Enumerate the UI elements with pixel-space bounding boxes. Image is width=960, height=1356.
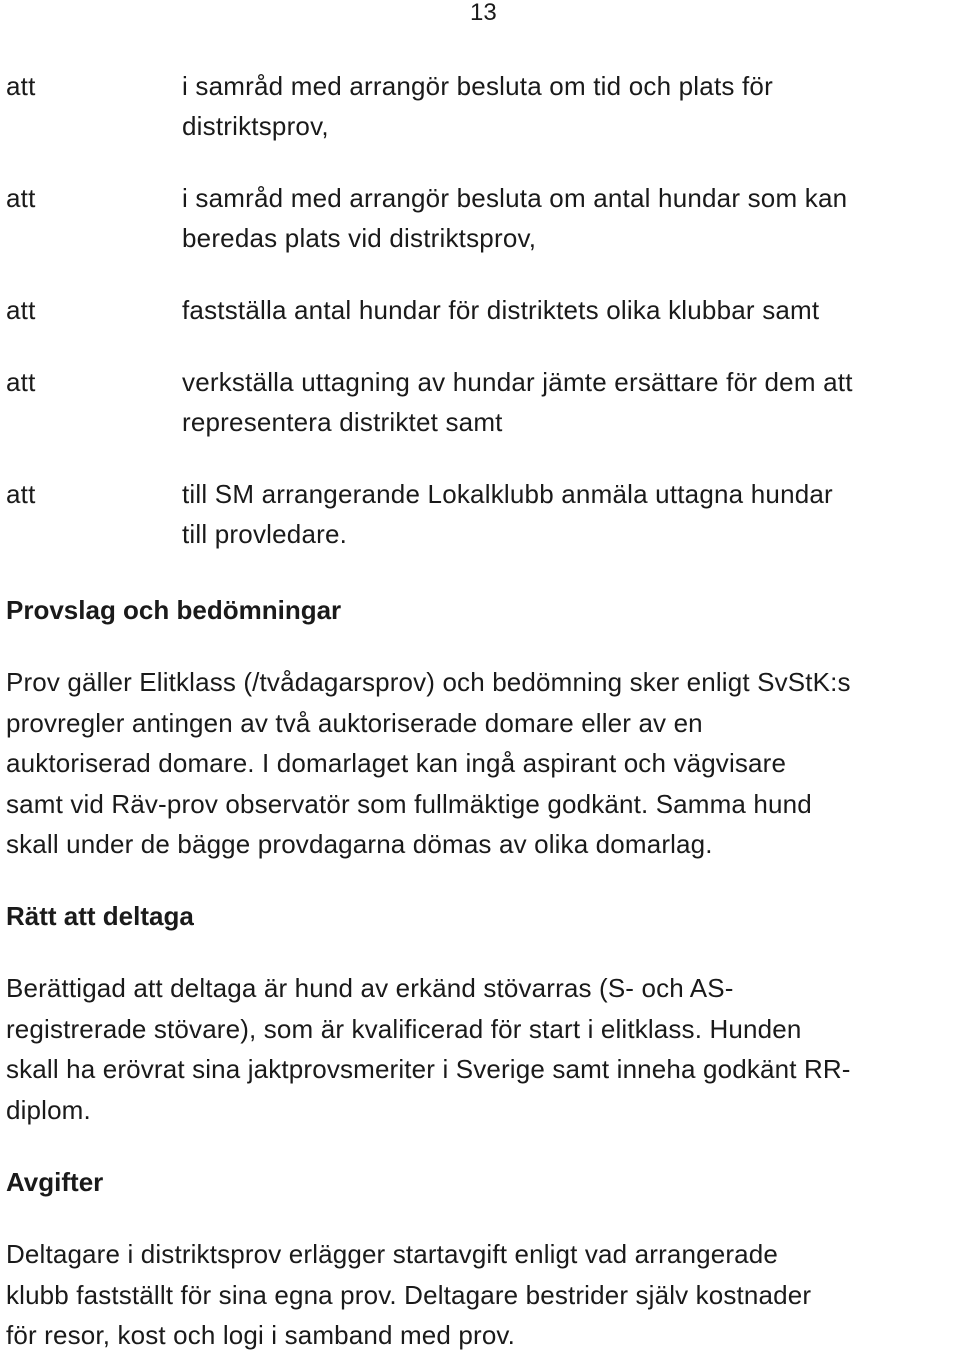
text-line: till provledare.: [182, 519, 348, 549]
definition-term: att: [6, 367, 36, 397]
text-line: provregler antingen av två auktoriserade domare eller av en: [6, 707, 703, 738]
text-line: diplom.: [6, 1094, 91, 1125]
definition-term: att: [6, 295, 36, 325]
text-line: Deltagare i distriktsprov erlägger startavgift enligt vad arrangerade: [6, 1239, 778, 1269]
text-line: distriktsprov,: [182, 111, 329, 141]
definition-term: att: [6, 183, 36, 213]
definition-text: [182, 362, 956, 442]
text-line: beredas plats vid distriktsprov,: [182, 223, 537, 253]
definition-term: att: [6, 479, 36, 509]
definition-item: [6, 290, 956, 330]
section-ratt-att-deltaga: [6, 896, 958, 1130]
section-paragraph: [6, 662, 958, 865]
section-avgifter: [6, 1162, 958, 1356]
text-line: registrerade stövare), som är kvalificerad för start i elitklass. Hunden: [6, 1013, 802, 1044]
definition-text: [182, 290, 956, 330]
section-heading: Provslag och bedömningar: [6, 595, 342, 625]
definition-term: att: [6, 71, 36, 101]
definition-item: [6, 66, 956, 146]
text-line: verkställa uttagning av hundar jämte ersättare för dem att: [182, 367, 853, 397]
text-line: till SM arrangerande Lokalklubb anmäla uttagna hundar: [182, 479, 833, 509]
definition-item: [6, 474, 956, 554]
text-line: samt vid Räv-prov observatör som fullmäktige godkänt. Samma hund: [6, 788, 812, 819]
text-line: representera distriktet samt: [182, 407, 503, 437]
section-paragraph: [6, 968, 958, 1130]
text-line: för resor, kost och logi i samband med prov.: [6, 1320, 516, 1350]
definition-item: [6, 178, 956, 258]
text-line: klubb fastställt för sina egna prov. Deltagare bestrider själv kostnader: [6, 1279, 812, 1310]
text-line: Prov gäller Elitklass (/tvådagarsprov) och bedömning sker enligt SvStK:s: [6, 667, 851, 697]
definition-item: [6, 362, 956, 442]
definition-text: [182, 474, 956, 554]
text-line: i samråd med arrangör besluta om tid och plats för: [182, 71, 773, 101]
section-paragraph: [6, 1234, 958, 1356]
definition-text: [182, 178, 956, 258]
text-line: Berättigad att deltaga är hund av erkänd stövarras (S- och AS-: [6, 973, 734, 1003]
page-number: 13: [470, 0, 497, 26]
text-line: skall ha erövrat sina jaktprovsmeriter i Sverige samt inneha godkänt RR-: [6, 1054, 851, 1084]
definition-list: [6, 66, 956, 554]
section-provslag: [6, 590, 958, 865]
text-line: skall under de bägge provdagarna dömas av olika domarlag.: [6, 829, 713, 859]
text-line: i samråd med arrangör besluta om antal hundar som kan: [182, 183, 848, 213]
text-line: fastställa antal hundar för distriktets olika klubbar samt: [182, 295, 820, 325]
section-heading: Avgifter: [6, 1167, 104, 1197]
definition-text: [182, 66, 956, 146]
section-heading: Rätt att deltaga: [6, 901, 194, 931]
text-line: auktoriserad domare. I domarlaget kan ingå aspirant och vägvisare: [6, 748, 787, 778]
